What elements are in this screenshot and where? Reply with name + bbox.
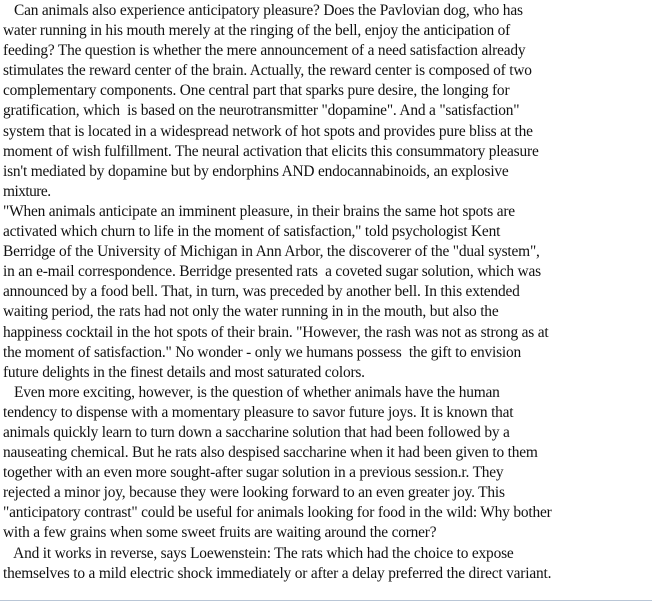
text-line: mixture. xyxy=(3,182,51,200)
text-line: waiting period, the rats had not only the water running in in the mouth, but also the xyxy=(3,303,499,321)
text-line: animals quickly learn to turn down a saccharine solution that had been followed by a xyxy=(3,423,510,441)
text-line: with a few grains when some sweet fruits are waiting around the corner? xyxy=(3,524,437,542)
bottom-divider xyxy=(0,600,652,601)
text-line: stimulates the reward center of the brain. Actually, the reward center is composed of two xyxy=(3,62,532,80)
text-line: in an e-mail correspondence. Berridge presented rats a coveted sugar solution, which was xyxy=(3,263,541,281)
text-line: water running in his mouth merely at the ringing of the bell, enjoy the anticipation of xyxy=(3,22,511,40)
text-line: themselves to a mild electric shock immediately or after a delay preferred the direct variant. xyxy=(3,564,552,582)
text-line: together with an even more sought-after sugar solution in a previous session.r. They xyxy=(3,464,504,482)
text-line: future delights in the finest details and most saturated colors. xyxy=(3,363,365,381)
text-line: announced by a food bell. That, in turn, was preceded by another bell. In this extended xyxy=(3,283,520,301)
text-line: the moment of satisfaction." No wonder - only we humans possess the gift to envision xyxy=(3,343,522,361)
text-line: moment of wish fulfillment. The neural activation that elicits this consummatory pleasure xyxy=(3,142,539,160)
text-line: tendency to dispense with a momentary pleasure to savor future joys. It is known that xyxy=(3,403,514,421)
text-line: gratification, which is based on the neurotransmitter "dopamine". And a "satisfaction" xyxy=(3,102,520,120)
text-line: activated which churn to life in the moment of satisfaction," told psychologist Kent xyxy=(3,223,501,241)
text-line: "anticipatory contrast" could be useful for animals looking for food in the wild: Why bother xyxy=(3,504,552,522)
text-line: feeding? The question is whether the mere announcement of a need satisfaction already xyxy=(3,42,526,60)
text-line: Even more exciting, however, is the question of whether animals have the human xyxy=(3,383,500,401)
text-line: system that is located in a widespread network of hot spots and provides pure bliss at the xyxy=(3,122,533,140)
text-line: Berridge of the University of Michigan in Ann Arbor, the discoverer of the "dual system", xyxy=(3,243,540,261)
text-line: And it works in reverse, says Loewenstein: The rats which had the choice to expose xyxy=(3,544,514,562)
text-line: "When animals anticipate an imminent pleasure, in their brains the same hot spots are xyxy=(3,202,515,220)
text-line: rejected a minor joy, because they were looking forward to an even greater joy. This xyxy=(3,484,505,502)
text-line: complementary components. One central part that sparks pure desire, the longing for xyxy=(3,82,510,100)
text-line: isn't mediated by dopamine but by endorphins AND endocannabinoids, an explosive xyxy=(3,162,509,180)
text-line: Can animals also experience anticipatory pleasure? Does the Pavlovian dog, who has xyxy=(3,2,523,19)
text-line: nauseating chemical. But he rats also despised saccharine when it had been given to them xyxy=(3,444,538,462)
text-line: happiness cocktail in the hot spots of their brain. "However, the rash was not as strong as at xyxy=(3,323,549,341)
